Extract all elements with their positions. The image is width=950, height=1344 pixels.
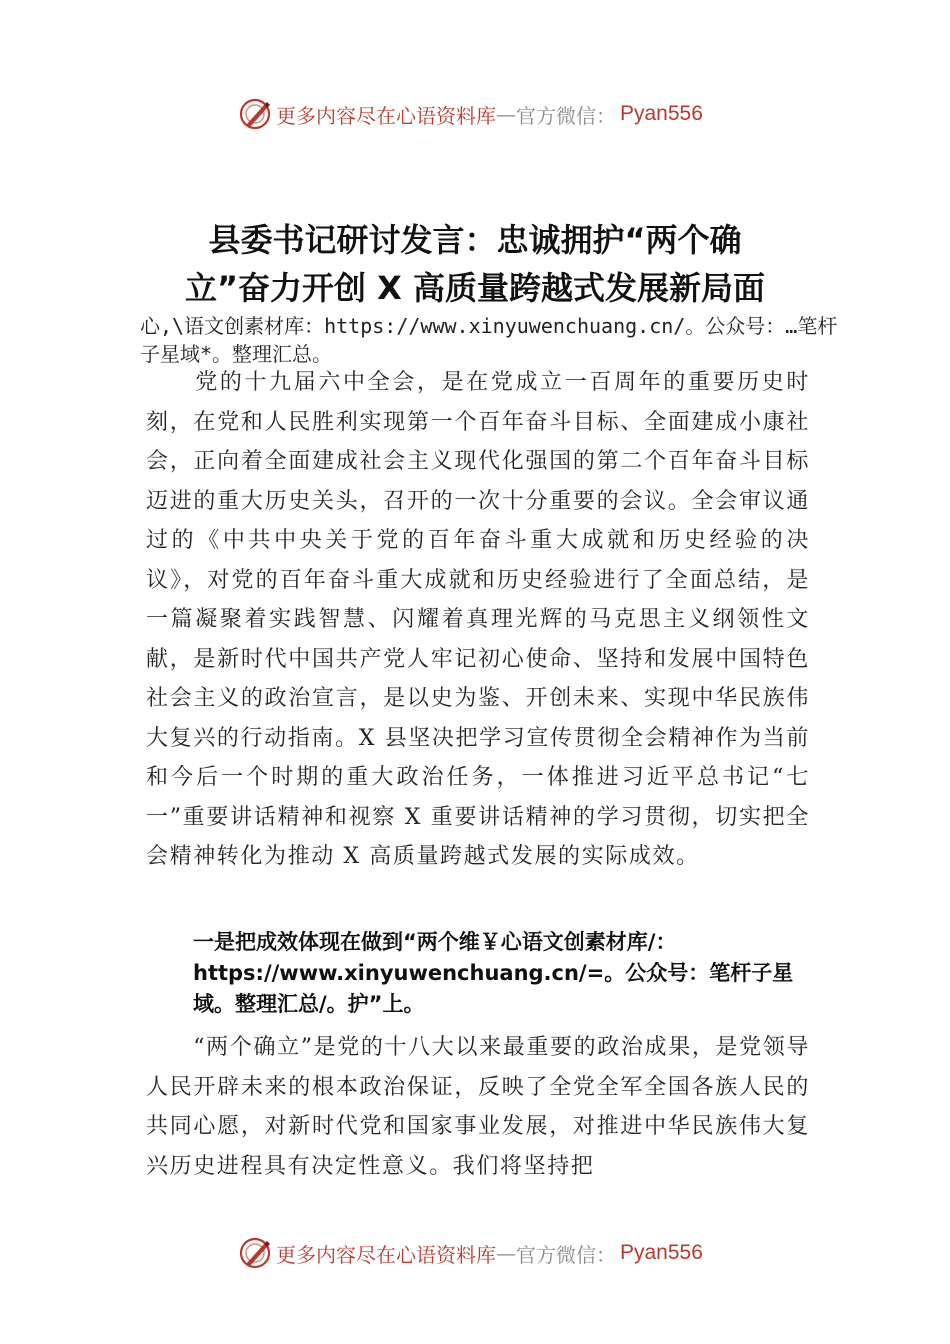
footer-banner bbox=[238, 1235, 703, 1271]
document-title-line2: 立”奋力开创 X 高质量跨越式发展新局面 bbox=[185, 269, 765, 307]
banner-separator: — bbox=[496, 102, 516, 126]
body-paragraph-1: 党的十九届六中全会，是在党成立一百周年的重要历史时刻，在党和人民胜利实现第一个百年奋斗目标、全面建成小康社会，正向着全面建成社会主义现代化强国的第二个百年奋斗目标迈进的重大历史关头，召开的一次十分重要的会议。全会审议通过的《中共中央关于党的百年奋斗重大成就和历史经验的决议》，对党的百年奋斗重大成就和历史经验进行了全面总结，是一篇凝聚着实践智慧、闪耀着真理光辉的马克思主义纲领性文献，是新时代中国共产党人牢记初心使命、坚持和发展中国特色社会主义的政治宣言，是以史为鉴、开创未来、实现中华民族伟大复兴的行动指南。X 县坚决把学习宣传贯彻全会精神作为当前和今后一个时期的重大政治任务，一体推进习近平总书记“七一”重要讲话精神和视察 X 重要讲话精神的学习贯彻，切实把全会精神转化为推动 X 高质量跨越式发展的实际成效。 bbox=[146, 370, 810, 869]
banner-text: 更多内容尽在心语资料库 bbox=[276, 1242, 496, 1267]
banner-wechat-id: Pyan556 bbox=[620, 1241, 703, 1264]
banner-wechat-label: 官方微信： bbox=[516, 1242, 616, 1267]
watermark-note: 心,\语文创素材库：https://www.xinyuwenchuang.cn/。公众号：…笔杆子星域*。整理汇总。 bbox=[140, 314, 838, 366]
banner-separator: — bbox=[496, 1241, 516, 1265]
pen-circle-logo-icon bbox=[238, 1236, 272, 1270]
section-heading-1: 一是把成效体现在做到“两个维￥心语文创素材库/：https://www.xinyuwenchuang.cn/=。公众号：笔杆子星域。整理汇总/。护”上。 bbox=[193, 930, 794, 1016]
pen-circle-logo-icon bbox=[238, 97, 272, 131]
body-paragraph-2: “两个确立”是党的十八大以来最重要的政治成果，是党领导人民开辟未来的根本政治保证，反映了全党全军全国各族人民的共同心愿，对新时代党和国家事业发展，对推进中华民族伟大复兴历史进程具有决定性意义。我们将坚持把 bbox=[146, 1035, 810, 1179]
banner-wechat-id: Pyan556 bbox=[620, 102, 703, 125]
banner-text: 更多内容尽在心语资料库 bbox=[276, 103, 496, 128]
header-banner bbox=[238, 96, 703, 132]
banner-wechat-label: 官方微信： bbox=[516, 103, 616, 128]
document-title-line1: 县委书记研讨发言：忠诚拥护“两个确 bbox=[208, 221, 742, 259]
